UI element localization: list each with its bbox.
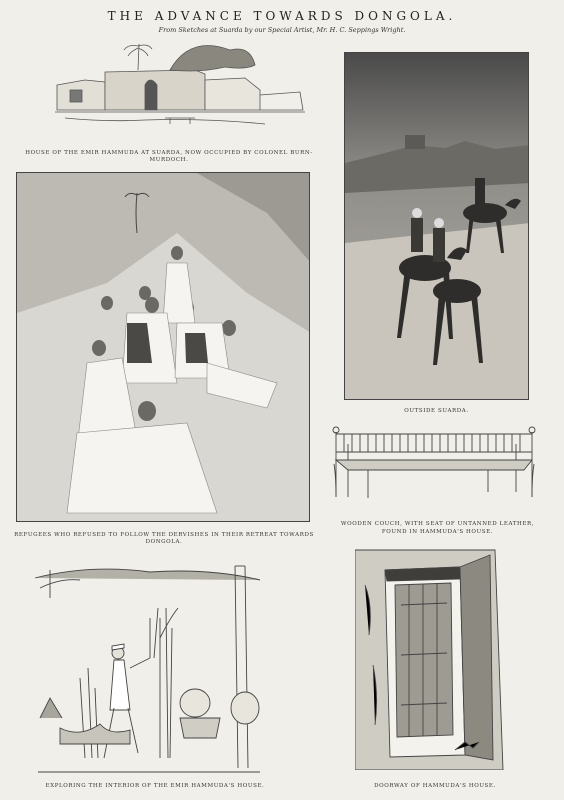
- outside-suarda-illustration: [344, 52, 529, 400]
- doorway-illustration: [355, 545, 505, 770]
- caption-refugees: REFUGEES WHO REFUSED TO FOLLOW THE DERVISHES IN THEIR RETREAT TOWARDS DONGOLA.: [14, 532, 314, 545]
- caption-interior: EXPLORING THE INTERIOR OF THE EMIR HAMMUDA'S HOUSE.: [45, 783, 265, 789]
- caption-house: HOUSE OF THE EMIR HAMMUDA AT SUARDA, NOW OCCUPIED BY COLONEL BURN-MURDOCH.: [25, 150, 313, 163]
- page-subtitle: From Sketches at Suarda by our Special Artist, Mr. H. C. Seppings Wright.: [158, 26, 406, 34]
- caption-couch-line1: WOODEN COUCH, WITH SEAT OF UNTANNED LEATHER,: [340, 521, 535, 527]
- refugees-illustration: [16, 172, 310, 522]
- caption-doorway: DOORWAY OF HAMMUDA'S HOUSE.: [374, 783, 496, 789]
- wooden-couch-illustration: [328, 422, 540, 504]
- caption-couch-line2: FOUND IN HAMMUDA'S HOUSE.: [381, 529, 494, 535]
- house-illustration: [45, 40, 310, 130]
- page-title: THE ADVANCE TOWARDS DONGOLA.: [107, 9, 457, 23]
- interior-illustration: [30, 558, 265, 776]
- caption-outside-suarda: OUTSIDE SUARDA.: [404, 408, 469, 414]
